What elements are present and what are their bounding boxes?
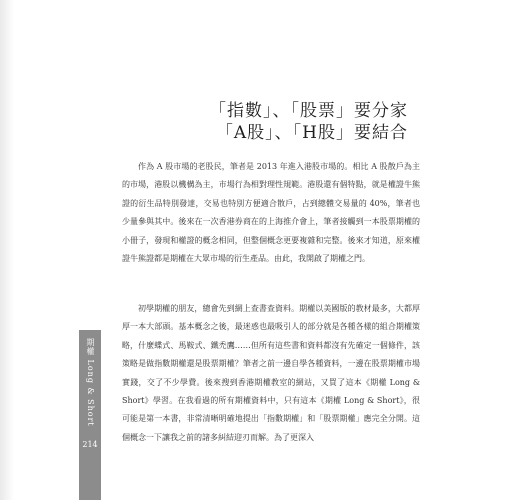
paragraph-text: 作為 A 股市場的老股民，筆者是 2013 年進入港股市場的。相比 A 股散戶為主的市場，港股以機構為主，市場行為相對理性規範。港股還有個特點，就是權證牛熊證的衍生品特別發達，交易也特別方便適合散戶，占到總體交易量的 40%，筆者也少量參與其中。後來在一次香港券商在的上海推介會上，筆者接觸到一本股票期權的小冊子，發現和權證的概念相同，但整個概念更要複雜和完整。後來才知道，原來權證牛熊證都是期權在大眾市場的衍生產品。由此，我開啟了期權之門。 [122, 162, 420, 264]
side-tab-title: 期權 Long & Short [86, 338, 95, 427]
paragraph-text: 初學期權的朋友，總會先到網上查書查資料。期權以美國版的教材最多，大都厚厚一本大部頭。基本概念之後，最迷惑也最吸引人的部分就是各種各樣的組合期權策略，什麼蝶式、馬鞍式、鐵禿鷹……但所有這些書和資料都沒有先確定一個條件，該策略是做指數期權還是股票期權？筆者之前一邊自學各種資料，一邊在股票期權市場實踐，交了不少學費。後來搜到香港期權教室的網站，又買了這本《期權 Long & Short》學習。在我看過的所有期權資料中，只有這本《期權 Long & Short》，很可能是第一本書，非常清晰明確地提出「指數期權」和「股票期權」應完全分開。這個概念一下讓我之前的諸多糾結迎刃而解。為了更深入 [122, 304, 420, 442]
section-heading [209, 100, 408, 144]
heading-line-2: 「A股」、「H股」要結合 [215, 123, 408, 143]
heading-line-1: 「指數」、「股票」要分家 [209, 101, 408, 121]
body-paragraph-2 [122, 300, 420, 447]
chapter-side-tab [79, 330, 101, 500]
body-paragraph-1 [122, 158, 420, 268]
page-number: 214 [82, 440, 98, 449]
gutter-shadow [0, 0, 14, 500]
